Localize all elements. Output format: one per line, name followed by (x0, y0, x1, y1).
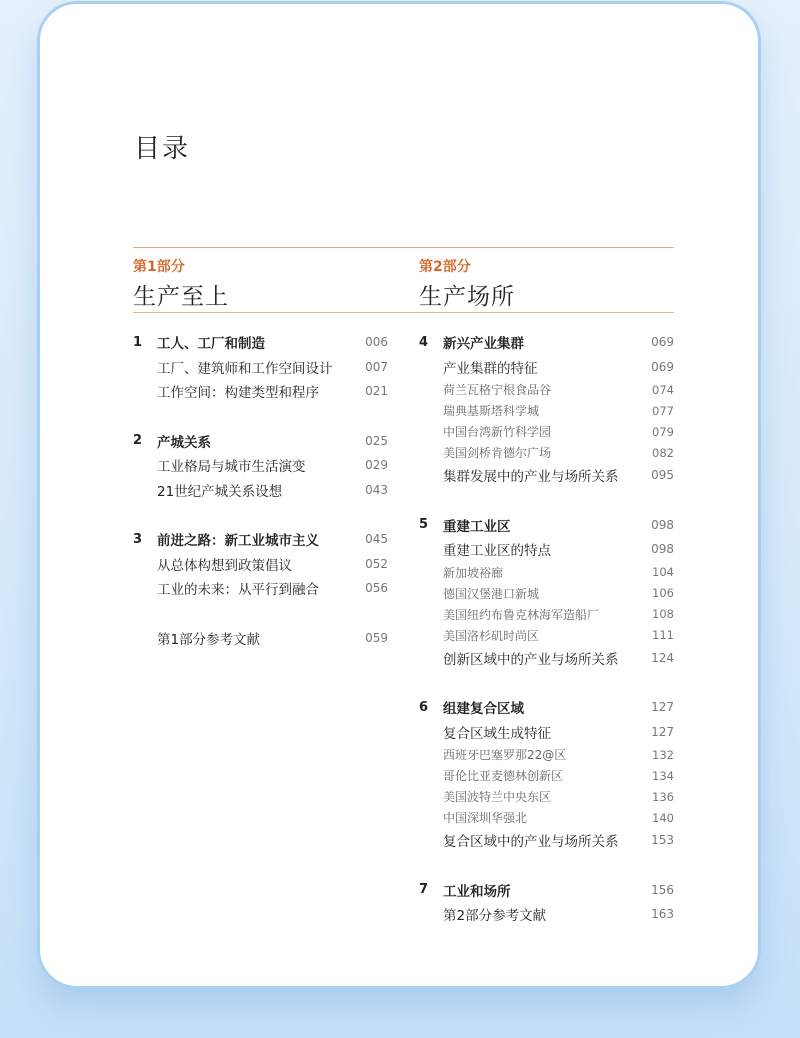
chapter-title: 重建工业区 (443, 518, 511, 535)
page-number: 106 (652, 586, 674, 600)
toc-entry[interactable] (419, 902, 674, 927)
page-number: 059 (365, 630, 388, 645)
entry-title: 集群发展中的产业与场所关系 (443, 469, 619, 486)
page-number: 163 (651, 907, 674, 922)
chapter-title: 新兴产业集群 (443, 336, 524, 353)
chapter-number: 7 (419, 882, 429, 898)
toc-entry[interactable] (133, 355, 388, 380)
case-title: 美国剑桥肯德尔广场 (443, 446, 552, 460)
part2-label: 第2部分 (419, 259, 471, 275)
part1-references (133, 626, 388, 651)
case-entry[interactable] (419, 400, 674, 421)
case-title: 西班牙巴塞罗那22@区 (443, 748, 567, 762)
toc-entry[interactable] (419, 355, 674, 380)
toc-entry[interactable] (419, 537, 674, 562)
case-entry[interactable] (419, 807, 674, 828)
toc-entry[interactable] (133, 552, 388, 577)
chapter-number: 3 (133, 531, 143, 547)
part1-contents (133, 330, 388, 675)
page-number: 127 (651, 724, 674, 739)
entry-title: 复合区域中的产业与场所关系 (443, 834, 619, 851)
chapter-number: 6 (419, 699, 429, 715)
page-number: 007 (365, 359, 388, 374)
case-entry[interactable] (419, 442, 674, 463)
case-title: 中国深圳华强北 (443, 811, 528, 825)
chapter-heading[interactable] (419, 695, 674, 720)
page-number: 156 (651, 882, 674, 897)
chapter-1 (133, 330, 388, 404)
toc-entry[interactable] (133, 453, 388, 478)
chapter-6 (419, 695, 674, 853)
page-number: 006 (365, 335, 388, 350)
chapter-4 (419, 330, 674, 488)
page-number: 043 (365, 482, 388, 497)
toc-title: 目录 (134, 134, 191, 164)
page-number: 140 (652, 810, 674, 825)
page-number: 136 (652, 789, 674, 804)
entry-title: 工业的未来：从平行到融合 (157, 582, 319, 599)
entry-title: 产业集群的特征 (443, 360, 538, 377)
entry-title: 创新区域中的产业与场所关系 (443, 651, 619, 668)
page-number: 098 (651, 517, 674, 532)
page-number: 029 (365, 458, 388, 473)
chapter-number: 4 (419, 334, 429, 350)
chapter-3 (133, 527, 388, 601)
entry-title: 工作空间：构建类型和程序 (157, 385, 319, 402)
chapter-2 (133, 429, 388, 503)
page-number: 132 (652, 747, 674, 762)
page-number: 153 (651, 833, 674, 848)
page-number: 045 (365, 532, 388, 547)
case-title: 美国洛杉矶时尚区 (443, 628, 540, 643)
case-entry[interactable] (419, 765, 674, 786)
part2-title: 生产场所 (419, 284, 515, 310)
case-title: 美国纽约布鲁克林海军造船厂 (443, 607, 600, 622)
entry-title: 从总体构想到政策倡议 (157, 557, 292, 574)
case-title: 美国波特兰中央东区 (443, 790, 552, 804)
case-entry[interactable] (419, 744, 674, 765)
part2-contents (419, 330, 674, 952)
case-title: 荷兰瓦格宁根食品谷 (443, 383, 552, 397)
page-number: 069 (651, 335, 674, 350)
page-number: 052 (365, 556, 388, 571)
case-entry[interactable] (419, 421, 674, 442)
chapter-heading[interactable] (133, 429, 388, 454)
chapter-title: 产城关系 (157, 434, 211, 451)
entry-title: 第1部分参考文献 (157, 631, 261, 648)
toc-entry[interactable] (133, 626, 388, 651)
page-number: 098 (651, 542, 674, 557)
part1-label: 第1部分 (133, 259, 185, 275)
toc-entry[interactable] (419, 720, 674, 745)
chapter-heading[interactable] (133, 527, 388, 552)
toc-entry[interactable] (133, 576, 388, 601)
page-number: 108 (652, 607, 674, 621)
case-title: 哥伦比亚麦德林创新区 (443, 769, 564, 783)
chapter-5 (419, 513, 674, 671)
entry-title: 复合区域生成特征 (443, 725, 551, 742)
page-number: 056 (365, 581, 388, 596)
case-entry[interactable] (419, 625, 674, 646)
entry-title: 21世纪产城关系设想 (157, 483, 283, 500)
part1-title: 生产至上 (133, 284, 229, 310)
case-entry[interactable] (419, 604, 674, 625)
case-title: 德国汉堡港口新城 (443, 586, 540, 601)
toc-entry[interactable] (133, 379, 388, 404)
chapter-number: 5 (419, 517, 429, 533)
page-number: 124 (651, 650, 674, 665)
header-rule-bottom (133, 312, 674, 313)
chapter-heading[interactable] (419, 330, 674, 355)
page-number: 077 (652, 403, 674, 418)
toc-entry[interactable] (133, 478, 388, 503)
page-number: 127 (651, 700, 674, 715)
toc-entry[interactable] (419, 828, 674, 853)
page-number: 079 (652, 424, 674, 439)
case-entry[interactable] (419, 379, 674, 400)
chapter-title: 组建复合区域 (443, 701, 524, 718)
entry-title: 工厂、建筑师和工作空间设计 (157, 360, 333, 377)
case-title: 瑞典基斯塔科学城 (443, 404, 540, 418)
page-number: 104 (652, 565, 674, 579)
chapter-number: 1 (133, 334, 143, 350)
chapter-title: 工业和场所 (443, 883, 511, 900)
chapter-title: 工人、工厂和制造 (157, 336, 265, 353)
page-number: 134 (652, 768, 674, 783)
case-entry[interactable] (419, 562, 674, 583)
page-number: 025 (365, 433, 388, 448)
case-title: 中国台湾新竹科学园 (443, 425, 552, 439)
chapter-heading[interactable] (133, 330, 388, 355)
page-number: 074 (652, 382, 674, 397)
chapter-title: 前进之路：新工业城市主义 (157, 533, 319, 550)
chapter-heading[interactable] (419, 878, 674, 903)
chapter-7 (419, 878, 674, 927)
toc-entry[interactable] (419, 463, 674, 488)
toc-entry[interactable] (419, 646, 674, 671)
case-entry[interactable] (419, 583, 674, 604)
case-title: 新加坡裕廊 (443, 565, 504, 580)
page-number: 021 (365, 384, 388, 399)
page-number: 082 (652, 445, 674, 460)
case-entry[interactable] (419, 786, 674, 807)
page-number: 069 (651, 359, 674, 374)
header-rule-top (133, 247, 674, 248)
chapter-heading[interactable] (419, 513, 674, 538)
page-number: 095 (651, 468, 674, 483)
entry-title: 工业格局与城市生活演变 (157, 459, 306, 476)
chapter-number: 2 (133, 433, 143, 449)
page-number: 111 (652, 628, 674, 642)
entry-title: 第2部分参考文献 (443, 908, 547, 925)
entry-title: 重建工业区的特点 (443, 543, 551, 560)
